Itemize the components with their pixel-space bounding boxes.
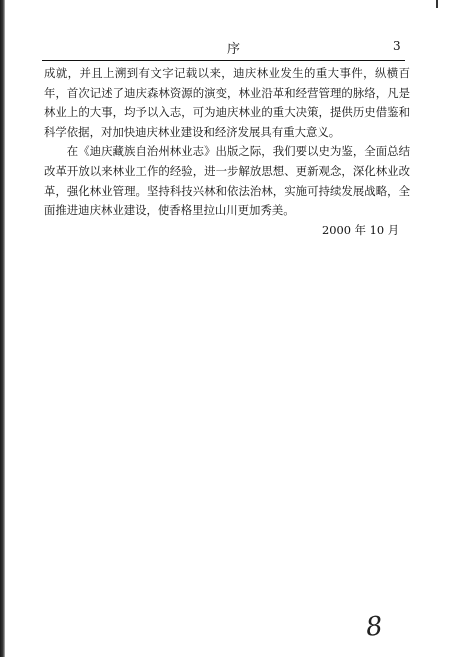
preface-body	[44, 64, 410, 221]
paragraph-publication: 在《迪庆藏族自治州林业志》出版之际，我们要以史为鉴，全面总结改革开放以来林业工作的经验，进一步解放思想、更新观念，深化林业改革，强化林业管理。坚持科技兴林和依法治林，实施可持续发展战略，全面推进迪庆林业建设，使香格里拉山川更加秀美。	[44, 144, 410, 218]
running-header-title: 序	[227, 42, 242, 57]
page-number: 3	[393, 39, 401, 53]
signature-date: 2000 年 10 月	[322, 223, 400, 237]
scan-corner-mark	[436, 0, 438, 8]
header-rule	[42, 60, 405, 61]
paragraph-continuation: 成就，并且上溯到有文字记载以来，迪庆林业发生的重大事件，纵横百年，首次记述了迪庆森林资源的演变，林业沿革和经营管理的脉络，凡是林业上的大事，均予以入志，可为迪庆林业的重大决策，提供历史借鉴和科学依据，对加快迪庆林业建设和经济发展具有重大意义。	[44, 66, 410, 139]
scan-edge-shadow	[0, 0, 5, 657]
handwritten-page-number: 8	[364, 611, 385, 643]
